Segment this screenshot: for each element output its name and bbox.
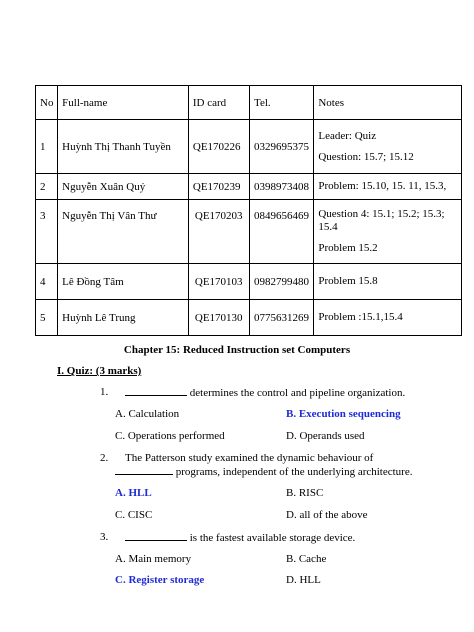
header-notes: Notes (314, 86, 462, 120)
table-row (36, 120, 462, 174)
row-id: QE170239 (188, 174, 249, 200)
row-tel: 0398973408 (250, 174, 314, 200)
row-name: Lê Đồng Tâm (58, 264, 189, 300)
option-c[interactable]: C. Register storage (115, 574, 205, 586)
row-id: QE170130 (188, 300, 249, 336)
table-row (36, 264, 462, 300)
table-row (36, 200, 462, 264)
question-2-line2 (115, 464, 412, 479)
row-tel: 0775631269 (250, 300, 314, 336)
question-text (115, 466, 412, 478)
table-row (36, 174, 462, 200)
table-header-row (36, 86, 462, 120)
row-tel: 0849656469 (250, 200, 314, 264)
question-text-part: determines the control and pipeline organization. (187, 387, 406, 399)
note-line: Problem 15.8 (318, 275, 378, 287)
row-id: QE170226 (188, 120, 249, 174)
option-c[interactable]: C. Operations performed (115, 430, 225, 442)
note-line: Question: 15.7; 15.12 (318, 150, 414, 163)
chapter-title: Chapter 15: Reduced Instruction set Computers (123, 344, 351, 356)
question-number: 2. (100, 452, 109, 464)
note-line: Leader: Quiz (318, 129, 377, 142)
option-b[interactable]: B. Execution sequencing (286, 408, 401, 420)
question-text (125, 530, 430, 545)
row-tel: 0329695375 (250, 120, 314, 174)
option-a[interactable]: A. Calculation (115, 408, 180, 420)
header-no: No (36, 86, 58, 120)
row-no: 3 (36, 200, 58, 264)
row-notes (314, 120, 462, 174)
note-line: Problem: 15.10, 15. 11, 15.3, (318, 180, 447, 192)
answer-blank (115, 464, 173, 475)
row-notes (314, 300, 462, 336)
question-number: 3. (100, 531, 109, 543)
answer-blank (125, 530, 187, 541)
row-notes (314, 174, 462, 200)
row-no: 1 (36, 120, 58, 174)
row-id: QE170203 (188, 200, 249, 264)
quiz-heading: I. Quiz: (3 marks) (57, 365, 142, 377)
option-a[interactable]: A. Main memory (115, 553, 192, 565)
row-name: Huỳnh Lê Trung (58, 300, 189, 336)
question-number: 1. (100, 386, 109, 398)
option-b[interactable]: B. Cache (286, 553, 327, 565)
header-tel: Tel. (250, 86, 314, 120)
question-text (125, 385, 430, 400)
row-name: Nguyễn Xuân Quý (58, 174, 189, 200)
option-d[interactable]: D. HLL (286, 574, 321, 586)
row-no: 4 (36, 264, 58, 300)
header-id-card: ID card (188, 86, 249, 120)
table-row (36, 300, 462, 336)
row-no: 5 (36, 300, 58, 336)
row-tel: 0982799480 (250, 264, 314, 300)
question-text-part: programs, independent of the underlying architecture. (173, 466, 413, 478)
option-d[interactable]: D. Operands used (286, 430, 365, 442)
question-text-part: is the fastest available storage device. (187, 532, 356, 544)
row-name: Huỳnh Thị Thanh Tuyền (58, 120, 189, 174)
option-d[interactable]: D. all of the above (286, 509, 368, 521)
row-notes (314, 264, 462, 300)
answer-blank (125, 385, 187, 396)
row-name: Nguyễn Thị Vân Thư (58, 200, 189, 264)
header-full-name: Full-name (58, 86, 189, 120)
row-notes (314, 200, 462, 264)
row-id: QE170103 (188, 264, 249, 300)
row-no: 2 (36, 174, 58, 200)
members-table (35, 85, 462, 336)
question-text-line1: The Patterson study examined the dynamic behaviour of (125, 452, 374, 464)
note-line: Problem :15.1,15.4 (318, 311, 403, 323)
option-c[interactable]: C. CISC (115, 509, 153, 521)
option-a[interactable]: A. HLL (115, 487, 152, 499)
note-line: Question 4: 15.1; 15.2; 15.3; 15.4 (318, 208, 445, 233)
option-b[interactable]: B. RISC (286, 487, 324, 499)
note-line: Problem 15.2 (318, 242, 378, 254)
